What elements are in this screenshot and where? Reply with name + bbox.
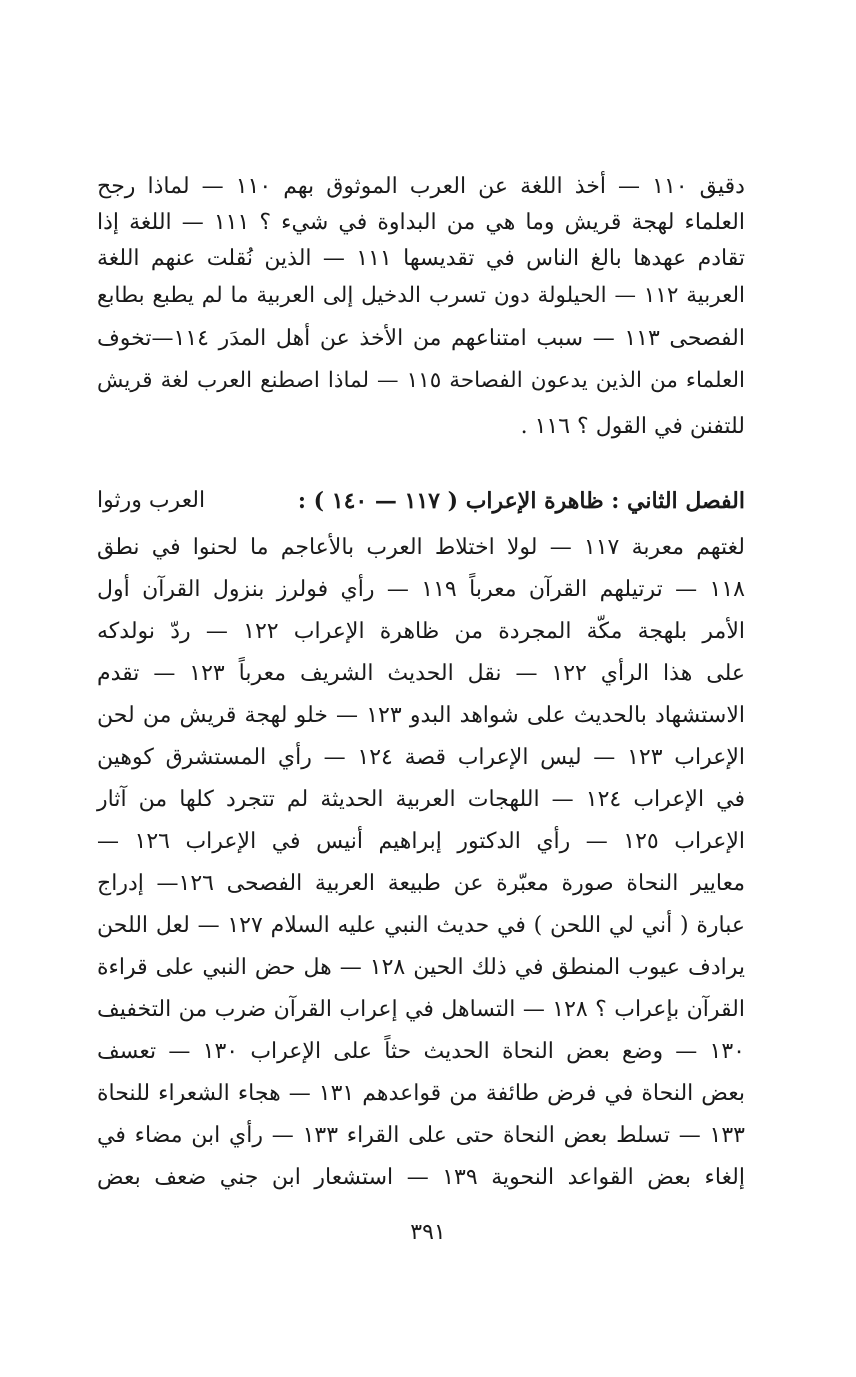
text-line: عبارة ( أني لي اللحن ) في حديث النبي عليه السلام ١٢٧ — لعل اللحن: [97, 913, 745, 938]
text-line: تقادم عهدها بالغ الناس في تقديسها ١١١ — الذين نُقلت عنهم اللغة: [97, 246, 745, 271]
text-line: بعض النحاة في فرض طائفة من قواعدهم ١٣١ — هجاء الشعراء للنحاة: [97, 1081, 745, 1106]
text-line: العلماء من الذين يدعون الفصاحة ١١٥ — لماذا اصطنع العرب لغة قريش: [97, 368, 745, 393]
text-line: في الإعراب ١٢٤ — اللهجات العربية الحديثة لم تتجرد كلها من آثار: [97, 787, 745, 812]
text-line: لغتهم معربة ١١٧ — لولا اختلاط العرب بالأعاجم ما لحنوا في نطق: [97, 535, 745, 560]
text-line: معايير النحاة صورة معبّرة عن طبيعة العربية الفصحى ١٢٦— إدراج: [97, 871, 745, 896]
chapter-heading-line: [97, 486, 745, 516]
text-line: القرآن بإعراب ؟ ١٢٨ — التساهل في إعراب القرآن ضرب من التخفيف: [97, 997, 745, 1022]
text-line: الإعراب ١٢٣ — ليس الإعراب قصة ١٢٤ — رأي المستشرق كوهين: [97, 745, 746, 770]
text-line: يرادف عيوب المنطق في ذلك الحين ١٢٨ — هل حض النبي على قراءة: [97, 955, 745, 980]
chapter-title: الفصل الثاني : ظاهرة الإعراب ( ١١٧ — ١٤٠ ) :: [297, 488, 745, 514]
text-line: الأمر بلهجة مكّة المجردة من ظاهرة الإعراب ١٢٢ — ردّ نولدكه: [97, 619, 745, 644]
text-line: ١٣٠ — وضع بعض النحاة الحديث حثاً على الإعراب ١٣٠ — تعسف: [97, 1039, 745, 1064]
text-line: دقيق ١١٠ — أخذ اللغة عن العرب الموثوق بهم ١١٠ — لماذا رجح: [97, 174, 745, 199]
text-line: ١١٨ — ترتيلهم القرآن معرباً ١١٩ — رأي فولرز بنزول القرآن أول: [97, 577, 745, 602]
text-line: على هذا الرأي ١٢٢ — نقل الحديث الشريف معرباً ١٢٣ — تقدم: [97, 661, 745, 686]
chapter-first-words: العرب ورثوا: [97, 488, 206, 513]
text-line: ١٣٣ — تسلط بعض النحاة حتى على القراء ١٣٣ — رأي ابن مضاء في: [97, 1123, 745, 1148]
text-line: العلماء لهجة قريش وما هي من البداوة في شيء ؟ ١١١ — اللغة إذا: [97, 210, 745, 235]
text-line-last: للتفنن في القول ؟ ١١٦ .: [520, 414, 745, 439]
text-line: الاستشهاد بالحديث على شواهد البدو ١٢٣ — خلو لهجة قريش من لحن: [97, 703, 746, 728]
page-number: ٣٩١: [410, 1220, 446, 1245]
text-line: الإعراب ١٢٥ — رأي الدكتور إبراهيم أنيس في الإعراب ١٢٦ —: [97, 829, 745, 854]
text-line: العربية ١١٢ — الحيلولة دون تسرب الدخيل إلى العربية ما لم يطبع بطابع: [97, 283, 746, 308]
text-line: إلغاء بعض القواعد النحوية ١٣٩ — استشعار ابن جني ضعف بعض: [97, 1165, 745, 1190]
text-line: الفصحى ١١٣ — سبب امتناعهم من الأخذ عن أهل المدَر ١١٤—تخوف: [97, 326, 745, 351]
